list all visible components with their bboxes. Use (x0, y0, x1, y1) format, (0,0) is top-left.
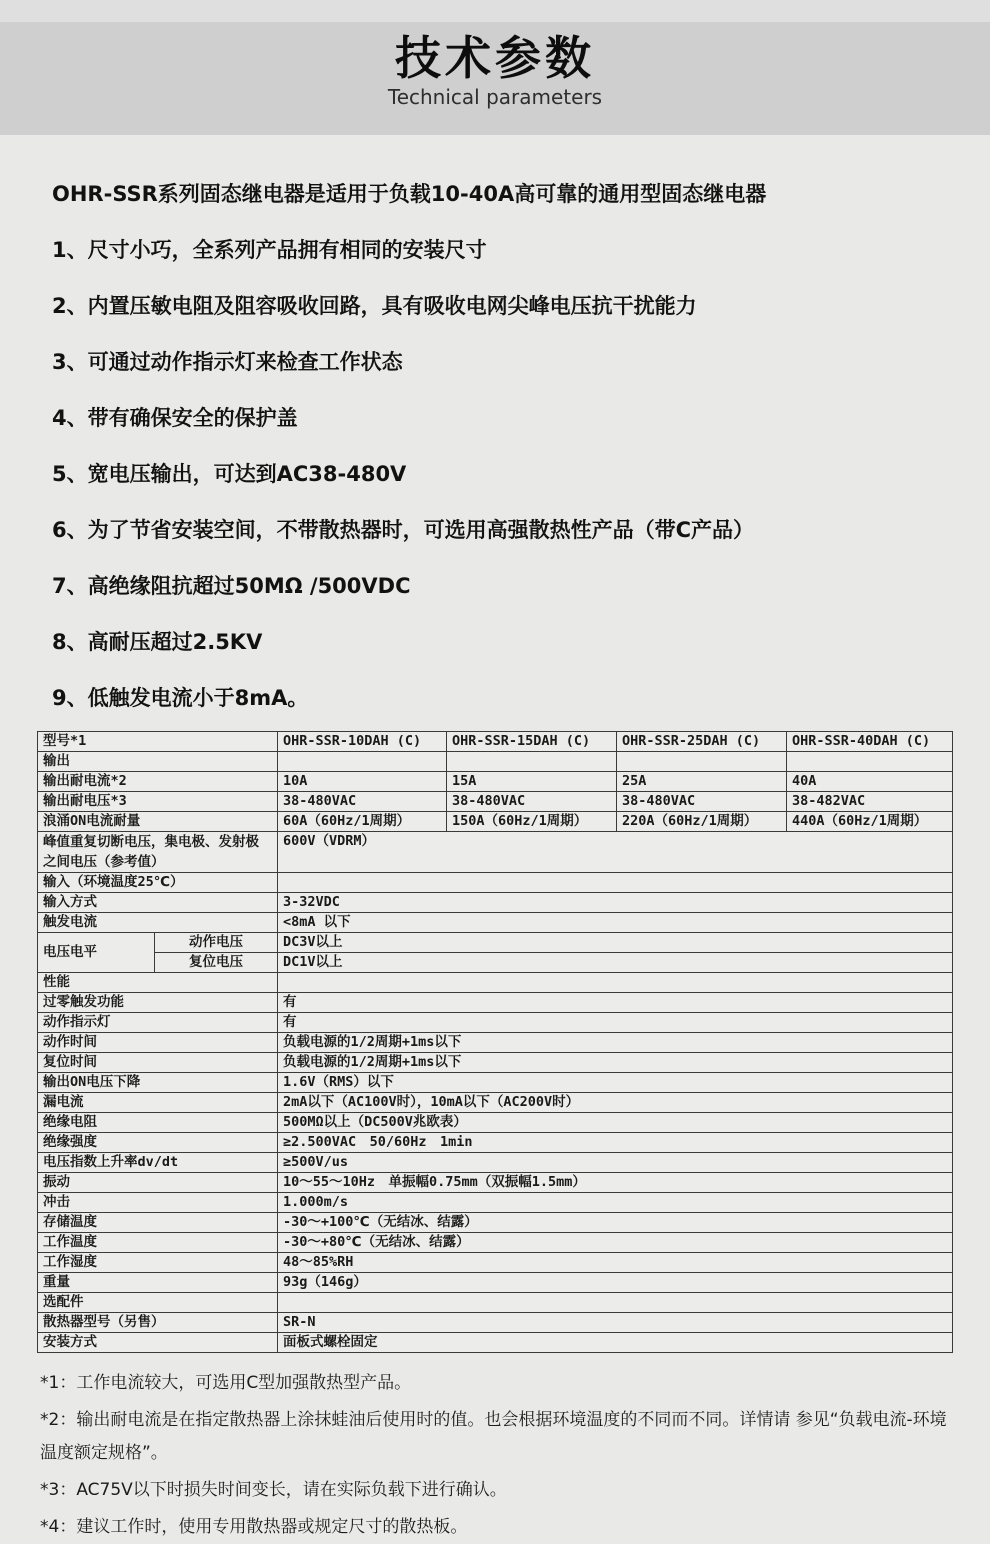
row-value: 25A (617, 772, 787, 792)
row-label: 复位时间 (37, 1053, 277, 1073)
row-value: 1.000m/s (278, 1193, 953, 1213)
table-row (37, 1193, 952, 1213)
row-label: 振动 (37, 1173, 277, 1193)
row-label: 绝缘强度 (37, 1133, 277, 1153)
row-value: 有 (278, 1013, 953, 1033)
row-value: 10～55～10Hz 单振幅0.75mm（双振幅1.5mm） (278, 1173, 953, 1193)
row-value: 220A（60Hz/1周期） (617, 812, 787, 832)
row-value: 负载电源的1/2周期+1ms以下 (278, 1033, 953, 1053)
empty-cell (447, 752, 617, 772)
table-row (37, 1233, 952, 1253)
table-section-output (37, 752, 952, 772)
feature-list (52, 235, 938, 713)
table-row-model (37, 732, 952, 752)
row-label: 冲击 (37, 1193, 277, 1213)
row-value: <8mA 以下 (278, 913, 953, 933)
footnote-list (40, 1367, 950, 1544)
footnote-4: *4：建议工作时，使用专用散热器或规定尺寸的散热板。 (40, 1517, 468, 1537)
table-row (37, 1313, 952, 1333)
feature-item-9: 9、低触发电流小于8mA。 (52, 686, 309, 710)
model-cell: OHR-SSR-15DAH (C) (447, 732, 617, 752)
row-value: 3-32VDC (278, 893, 953, 913)
row-label: 动作指示灯 (37, 1013, 277, 1033)
table-row (37, 1153, 952, 1173)
feature-item-2: 2、内置压敏电阻及阻容吸收回路，具有吸收电网尖峰电压抗干扰能力 (52, 294, 697, 318)
feature-item-5: 5、宽电压输出，可达到AC38-480V (52, 462, 407, 486)
row-label: 输出耐电流*2 (37, 772, 277, 792)
row-label: 峰值重复切断电压，集电极、发射极之间电压（参考值） (37, 832, 277, 873)
section-label: 输入（环境温度25℃） (37, 873, 277, 893)
row-value: 38-480VAC (447, 792, 617, 812)
table-row (37, 1013, 952, 1033)
table-row (37, 1333, 952, 1353)
row-value: DC3V以上 (278, 933, 953, 953)
header-band (0, 22, 990, 135)
feature-item-6: 6、为了节省安装空间，不带散热器时，可选用高强散热性产品（带C产品） (52, 518, 755, 542)
row-value: 38-480VAC (617, 792, 787, 812)
table-row (37, 913, 952, 933)
row-value: 面板式螺栓固定 (278, 1333, 953, 1353)
row-value: 48～85%RH (278, 1253, 953, 1273)
row-label: 输出ON电压下降 (37, 1073, 277, 1093)
row-value: 600V（VDRM） (278, 832, 953, 873)
empty-cell (278, 1293, 953, 1313)
row-value: 500MΩ以上（DC500V兆欧表） (278, 1113, 953, 1133)
row-label: 型号*1 (37, 732, 277, 752)
model-cell: OHR-SSR-40DAH (C) (787, 732, 953, 752)
row-label: 安装方式 (37, 1333, 277, 1353)
row-value: 2mA以下（AC100V时），10mA以下（AC200V时） (278, 1093, 953, 1113)
row-value: -30～+80℃（无结冰、结露） (278, 1233, 953, 1253)
empty-cell (617, 752, 787, 772)
top-strip (0, 0, 990, 22)
table-section-accessory (37, 1293, 952, 1313)
row-value: 10A (278, 772, 447, 792)
table-row (37, 893, 952, 913)
table-row (37, 1093, 952, 1113)
table-row (37, 1033, 952, 1053)
row-value: -30～+100℃（无结冰、结露） (278, 1213, 953, 1233)
footnote-2: *2：输出耐电流是在指定散热器上涂抹蛙油后使用时的值。也会根据环境温度的不同而不同。详情请 参见“负载电流-环境温度额定规格”。 (40, 1410, 947, 1463)
row-sublabel: 复位电压 (154, 953, 277, 973)
row-label: 重量 (37, 1273, 277, 1293)
row-label: 绝缘电阻 (37, 1113, 277, 1133)
table-row (37, 1273, 952, 1293)
content-area (0, 135, 990, 713)
table-row (37, 1213, 952, 1233)
row-label: 散热器型号（另售） (37, 1313, 277, 1333)
row-value: 15A (447, 772, 617, 792)
table-row-voltage-level-1 (37, 933, 952, 953)
row-value: SR-N (278, 1313, 953, 1333)
row-value: 38-480VAC (278, 792, 447, 812)
table-row (37, 1133, 952, 1153)
row-value: 150A（60Hz/1周期） (447, 812, 617, 832)
row-value: 有 (278, 993, 953, 1013)
row-value: ≥2.500VAC 50/60Hz 1min (278, 1133, 953, 1153)
row-label: 工作湿度 (37, 1253, 277, 1273)
footnote-3: *3：AC75V以下时损失时间变长，请在实际负载下进行确认。 (40, 1480, 507, 1500)
row-label: 过零触发功能 (37, 993, 277, 1013)
model-cell: OHR-SSR-25DAH (C) (617, 732, 787, 752)
table-row (37, 772, 952, 792)
row-label: 浪涌ON电流耐量 (37, 812, 277, 832)
intro-text: OHR-SSR系列固态继电器是适用于负载10-40A高可靠的通用型固态继电器 (52, 182, 767, 206)
table-row-peak-voltage (37, 832, 952, 873)
row-label: 动作时间 (37, 1033, 277, 1053)
table-row (37, 1173, 952, 1193)
spec-table (37, 731, 953, 1353)
table-row (37, 1053, 952, 1073)
feature-item-4: 4、带有确保安全的保护盖 (52, 406, 298, 430)
row-value: 1.6V（RMS）以下 (278, 1073, 953, 1093)
table-row (37, 993, 952, 1013)
table-row-voltage-level-2 (37, 953, 952, 973)
row-value: ≥500V/us (278, 1153, 953, 1173)
footnote-1: *1：工作电流较大，可选用C型加强散热型产品。 (40, 1373, 412, 1393)
row-value: DC1V以上 (278, 953, 953, 973)
empty-cell (278, 873, 953, 893)
row-label: 漏电流 (37, 1093, 277, 1113)
section-label: 输出 (37, 752, 277, 772)
row-value: 60A（60Hz/1周期） (278, 812, 447, 832)
table-row (37, 1253, 952, 1273)
feature-item-8: 8、高耐压超过2.5KV (52, 630, 263, 654)
section-label: 性能 (37, 973, 277, 993)
row-value: 40A (787, 772, 953, 792)
row-label: 电压电平 (37, 933, 154, 973)
table-row (37, 1073, 952, 1093)
page-subtitle: Technical parameters (387, 85, 603, 109)
row-value: 93g（146g） (278, 1273, 953, 1293)
empty-cell (787, 752, 953, 772)
row-label: 电压指数上升率dv/dt (37, 1153, 277, 1173)
table-row (37, 812, 952, 832)
page-title: 技术参数 (395, 31, 595, 85)
row-label: 触发电流 (37, 913, 277, 933)
empty-cell (278, 973, 953, 993)
feature-item-1: 1、尺寸小巧，全系列产品拥有相同的安装尺寸 (52, 238, 487, 262)
feature-item-7: 7、高绝缘阻抗超过50MΩ /500VDC (52, 574, 411, 598)
table-row (37, 792, 952, 812)
row-label: 存储温度 (37, 1213, 277, 1233)
row-value: 38-482VAC (787, 792, 953, 812)
section-label: 选配件 (37, 1293, 277, 1313)
row-sublabel: 动作电压 (154, 933, 277, 953)
row-label: 输出耐电压*3 (37, 792, 277, 812)
empty-cell (278, 752, 447, 772)
row-value: 负载电源的1/2周期+1ms以下 (278, 1053, 953, 1073)
table-section-input (37, 873, 952, 893)
model-cell: OHR-SSR-10DAH (C) (278, 732, 447, 752)
row-label: 工作温度 (37, 1233, 277, 1253)
feature-item-3: 3、可通过动作指示灯来检查工作状态 (52, 350, 403, 374)
table-section-performance (37, 973, 952, 993)
row-label: 输入方式 (37, 893, 277, 913)
table-row (37, 1113, 952, 1133)
row-value: 440A（60Hz/1周期） (787, 812, 953, 832)
